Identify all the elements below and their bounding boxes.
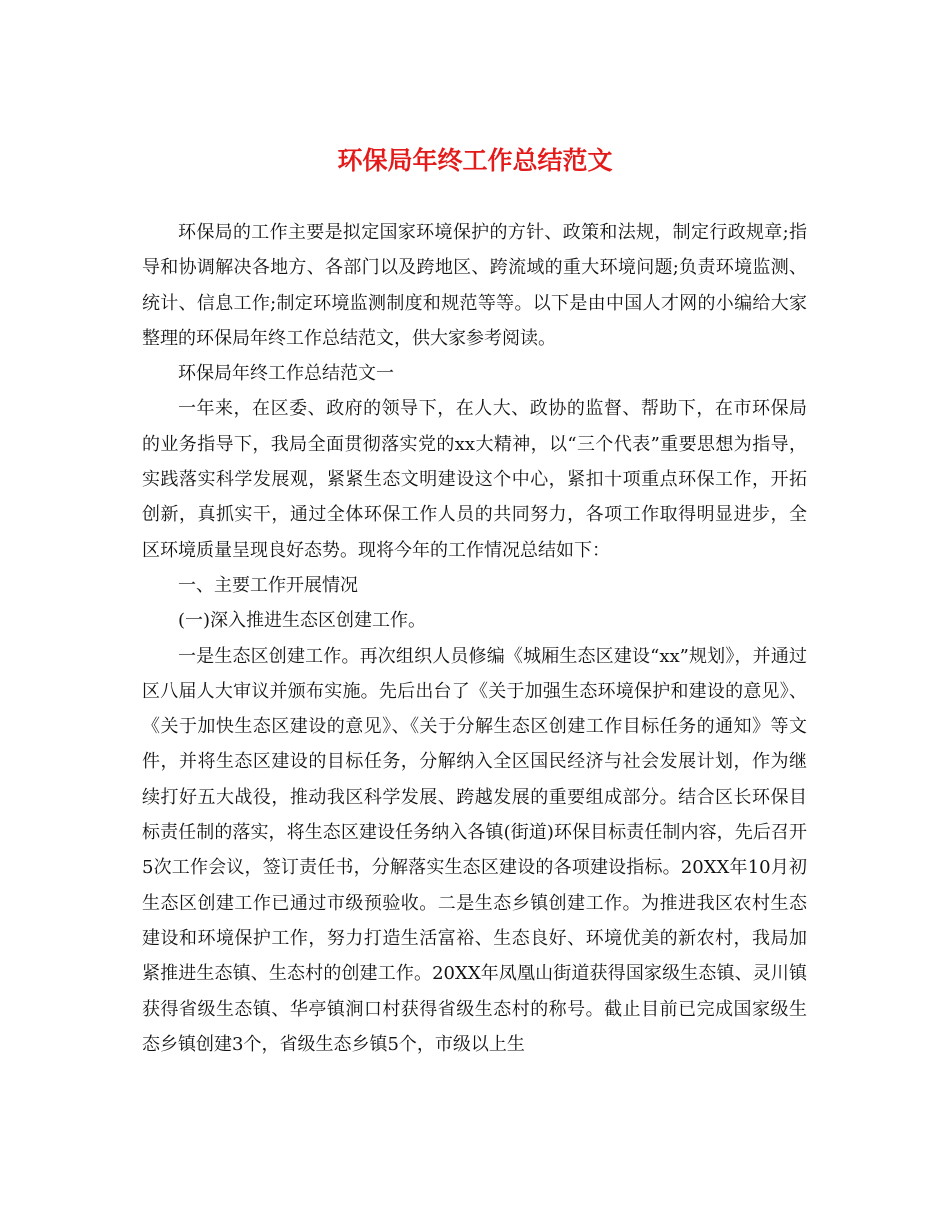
document-title: 环保局年终工作总结范文 xyxy=(337,146,613,175)
body-paragraph: 一、主要工作开展情况 xyxy=(178,574,358,596)
body-paragraph: 一是生态区创建工作。再次组织人员修编《城厢生态区建设“xx”规划》，并通过区八届人大审议并颁布实施。先后出台了《关于加强生态环境保护和建设的意见》、《关于加快生态区建设的意见》、《关于分解生态区创建工作目标任务的通知》等文件，并将生态区建设的目标任务，分解纳入全区国民经济与社会发展计划，作为继续打好五大战役，推动我区科学发展、跨越发展的重要组成部分。结合区长环保目标责任制的落实，将生态区建设任务纳入各镇(街道)环保目标责任制内容，先后召开5次工作会议，签订责任书，分解落实生态区建设的各项建设指标。20XX年10月初生态区创建工作已通过市级预验收。二是生态乡镇创建工作。为推进我区农村生态建设和环境保护工作，努力打造生活富裕、生态良好、环境优美的新农村，我局加紧推进生态镇、生态村的创建工作。20XX年凤凰山街道获得国家级生态镇、灵川镇获得省级生态镇、华亭镇涧口村获得省级生态村的称号。截止目前已完成国家级生态乡镇创建3个，省级生态乡镇5个，市级以上生 xyxy=(142,645,807,1055)
document-body xyxy=(142,215,807,1062)
body-paragraph: 一年来，在区委、政府的领导下，在人大、政协的监督、帮助下，在市环保局的业务指导下，我局全面贯彻落实党的xx大精神，以“三个代表”重要思想为指导，实践落实科学发展观，紧紧生态文明建设这个中心，紧扣十项重点环保工作，开拓创新，真抓实干，通过全体环保工作人员的共同努力，各项工作取得明显进步，全区环境质量呈现良好态势。现将今年的工作情况总结如下： xyxy=(142,398,807,561)
body-paragraph: 环保局年终工作总结范文一 xyxy=(178,363,394,385)
body-paragraph: (一)深入推进生态区创建工作。 xyxy=(178,610,427,632)
body-paragraph: 环保局的工作主要是拟定国家环境保护的方针、政策和法规，制定行政规章;指导和协调解决各地方、各部门以及跨地区、跨流域的重大环境问题;负责环境监测、统计、信息工作;制定环境监测制度和规范等等。以下是由中国人才网的小编给大家整理的环保局年终工作总结范文，供大家参考阅读。 xyxy=(142,222,807,349)
